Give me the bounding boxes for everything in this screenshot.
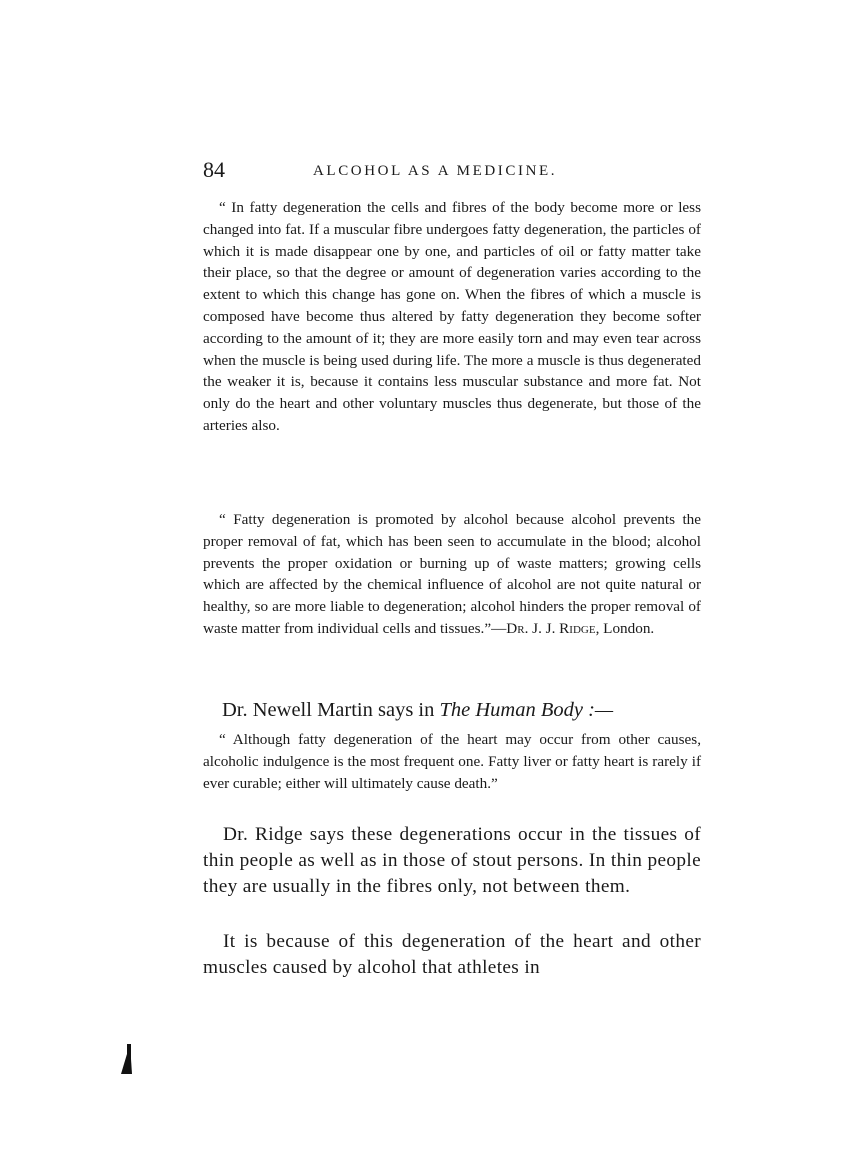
paragraph-alcohol-promotes-degeneration: [203, 509, 701, 640]
attribution-name: Dr. J. J. Ridge: [506, 619, 596, 637]
paragraph-martin-quote: “ Although fatty degeneration of the heart may occur from other causes, alcoholic indulgence is the most frequent one. Fatty liver or fatty heart is rarely if ever curable; either will ultimately cause death.”: [203, 731, 701, 792]
paragraph-ridge-degenerations: Dr. Ridge says these degenerations occur in the tissues of thin people as well as in those of stout persons. In thin people they are usually in the fibres only, not between them.: [203, 824, 701, 897]
paragraph-fatty-degeneration: “ In fatty degeneration the cells and fibres of the body become more or less changed into fat. If a muscular fibre undergoes fatty degeneration, the particles of which it is made disappear one by one, and particles of oil or fatty matter take their place, so that the degree or amount of degeneration varies according to the extent to which this change has gone on. When the fibres of which a muscle is composed have become thus altered by fatty degeneration they become softer according to the amount of it; they are more easily torn and may even tear across when the muscle is being used during life. The more a muscle is thus degenerated the weaker it is, because it contains less muscular substance and more fat. Not only do the heart and other voluntary muscles thus degenerate, but those of the arteries also.: [203, 199, 701, 434]
book-title: The Human Body: [439, 699, 583, 721]
running-title: ALCOHOL AS A MEDICINE.: [313, 163, 558, 179]
quotation-intro-suffix: :—: [582, 699, 614, 721]
attribution-place: , London.: [595, 619, 655, 637]
quotation-intro-prefix: Dr. Newell Martin says in: [222, 699, 440, 721]
margin-mark: [121, 1044, 132, 1074]
paragraph-text: “ Fatty degeneration is promoted by alcohol because alcohol prevents the proper removal of fat, which has been seen to accumulate in the blood; alcohol prevents the proper oxidation or burning up of waste matters; growing cells which are affected by the chemical influence of alcohol are not quite natural or healthy, so are more liable to degeneration; alcohol hinders the proper removal of waste matter from individual cells and tissues.”—: [203, 511, 701, 637]
quotation-intro: [222, 696, 613, 724]
paragraph-athletes: It is because of this degeneration of the heart and other muscles caused by alcohol that athletes in: [203, 931, 701, 978]
page-number: 84: [203, 157, 225, 182]
page-header: [203, 156, 703, 186]
